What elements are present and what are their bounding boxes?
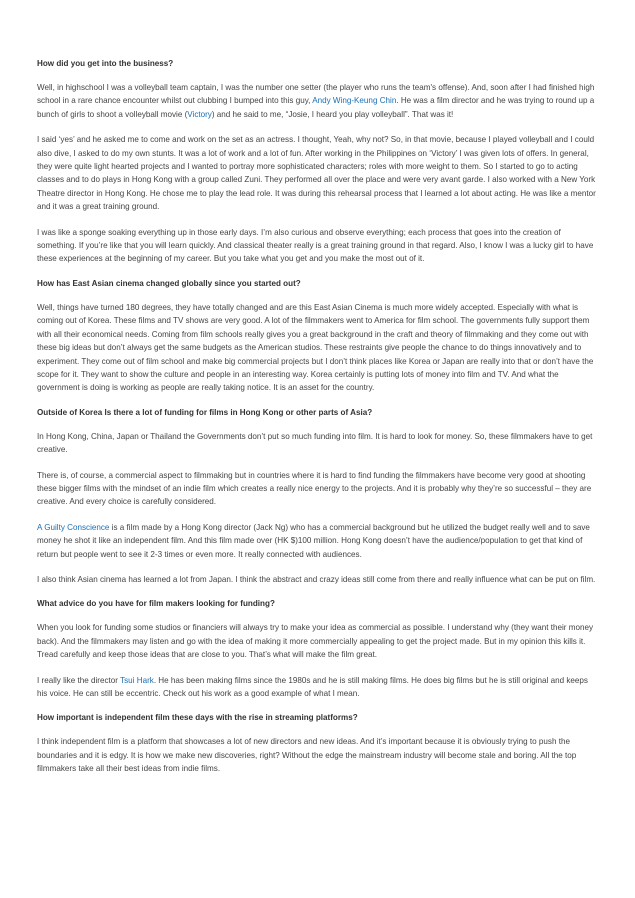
paragraph: I really like the director Tsui Hark. He has been making films since the 1980s and he is still making films. He does big films but he is still original and keeps his voice. He can still be eccentric. Check out his work as a good example of what I mean. bbox=[37, 675, 588, 698]
question-heading: How important is independent film these days with the rise in streaming platforms? bbox=[37, 713, 358, 723]
paragraph: In Hong Kong, China, Japan or Thailand the Governments don’t put so much funding into film. It is hard to look for money. So, these filmmakers have to get creative. bbox=[37, 431, 593, 455]
question-heading: What advice do you have for film makers looking for funding? bbox=[37, 599, 275, 609]
paragraph: There is, of course, a commercial aspect to filmmaking but in countries where it is hard to find funding the filmmakers have become very good at shooting these bigger films with the mindset of an indie film which creates a really nice energy to the projects. And it is probably why they’re so successful – they are creative. And every choice is carefully considered. bbox=[37, 470, 592, 507]
paragraph: A Guilty Conscience is a film made by a Hong Kong director (Jack Ng) who has a commercial background but he utilized the budget really well and to save money he shot it like an independent film. And this film made over (HK $)100 million. Hong Kong doesn’t have the audience/population to get that kind of return but people went to see it 2-3 times or even more. It really connected with audiences. bbox=[37, 522, 590, 559]
link-andy-wing-keung-chin[interactable]: Andy Wing-Keung Chin bbox=[312, 96, 397, 106]
paragraph: I think independent film is a platform that showcases a lot of new directors and new ideas. And it’s important because it is obviously trying to push the boundaries and it is edgy. It is how we make new discoveries, right? Without the edge the mainstream industry will become stale and boring. All the top filmmakers take all their best ideas from indie films. bbox=[37, 737, 577, 774]
paragraph: I said ‘yes’ and he asked me to come and work on the set as an actress. I thought, Yeah, why not? So, in that movie, because I played volleyball and I could also dive, I asked to do my own stunts. It was a lot of work and a lot of fun. After working in the Philippines on ‘Victory’ I was given lots of offers. In general, they were quite light hearted projects and I wanted to portray more sophisticated characters; roles with more weight to them. So I started to go to acting classes and to do plays in Hong Kong with a group called Zuni. They performed all over the place and were very avant garde. I also worked with a New York Theatre director in Hong Kong. He chose me to play the lead role. It was during this rehearsal process that I learned a lot about acting. He was like a mentor and it was a great training ground. bbox=[37, 135, 596, 212]
link-a-guilty-conscience[interactable]: A Guilty Conscience bbox=[37, 522, 110, 532]
paragraph: I also think Asian cinema has learned a lot from Japan. I think the abstract and crazy ideas still come from there and really influence what can be put on film. bbox=[37, 574, 596, 584]
question-heading: How has East Asian cinema changed globally since you started out? bbox=[37, 278, 301, 288]
paragraph: I was like a sponge soaking everything up in those early days. I’m also curious and observe everything; each process that goes into the creation of something. If you’re like that you will learn quickly. And classical theater really is a great training ground in that regard. Also, I know I was a lucky girl to have these experiences at the beginning of my career. But you take what you get and you make the most out of it. bbox=[37, 227, 594, 264]
question-heading: Outside of Korea Is there a lot of funding for films in Hong Kong or other parts of Asia? bbox=[37, 407, 373, 417]
paragraph: When you look for funding some studios or financiers will always try to make your idea as commercial as possible. I understand why (they want their money back). And the filmmakers may listen and go with the idea of making it more commercially appealing to get the project made. But in my opinion this kills it. Tread carefully and keep those ideas that are close to you. That’s what will make the film great. bbox=[37, 623, 594, 660]
link-victory[interactable]: Victory bbox=[187, 109, 212, 119]
link-tsui-hark[interactable]: Tsui Hark bbox=[120, 675, 154, 685]
paragraph: Well, in highschool I was a volleyball team captain, I was the number one setter (the player who runs the team's offense). And, soon after I had finished high school in a rare chance encounter whilst out clubbing I bumped into this guy, Andy Wing-Keung Chin. He was a film director and he was trying to round up a bunch of girls to shoot a volleyball movie (Victory) and he said to me, “Josie, I heard you play volleyball”. That was it! bbox=[37, 83, 595, 119]
paragraph: Well, things have turned 180 degrees, they have totally changed and are this East Asian Cinema is much more widely accepted. Especially with what is coming out of Korea. These films and TV shows are very good. A lot of the filmmakers went to America for film school. The governments fully support them with all their economical needs. Coming from film schools really gives you a great background in the craft and theory of filmmaking and they come out with these big ideas but don’t always get the same budgets as the American studios. These restraints give people the chance to do things innovatively and to experiment. They come out of film school and make big commercial projects but I don’t think places like Korea or Japan are really into that or don’t have the scope for it. They want to show the culture and people in an interesting way. Korea certainly is putting lots of money into film and TV. And what the government is doing is working as people are really taking notice. It is an asset for the country. bbox=[37, 302, 594, 393]
question-heading: How did you get into the business? bbox=[37, 59, 174, 68]
